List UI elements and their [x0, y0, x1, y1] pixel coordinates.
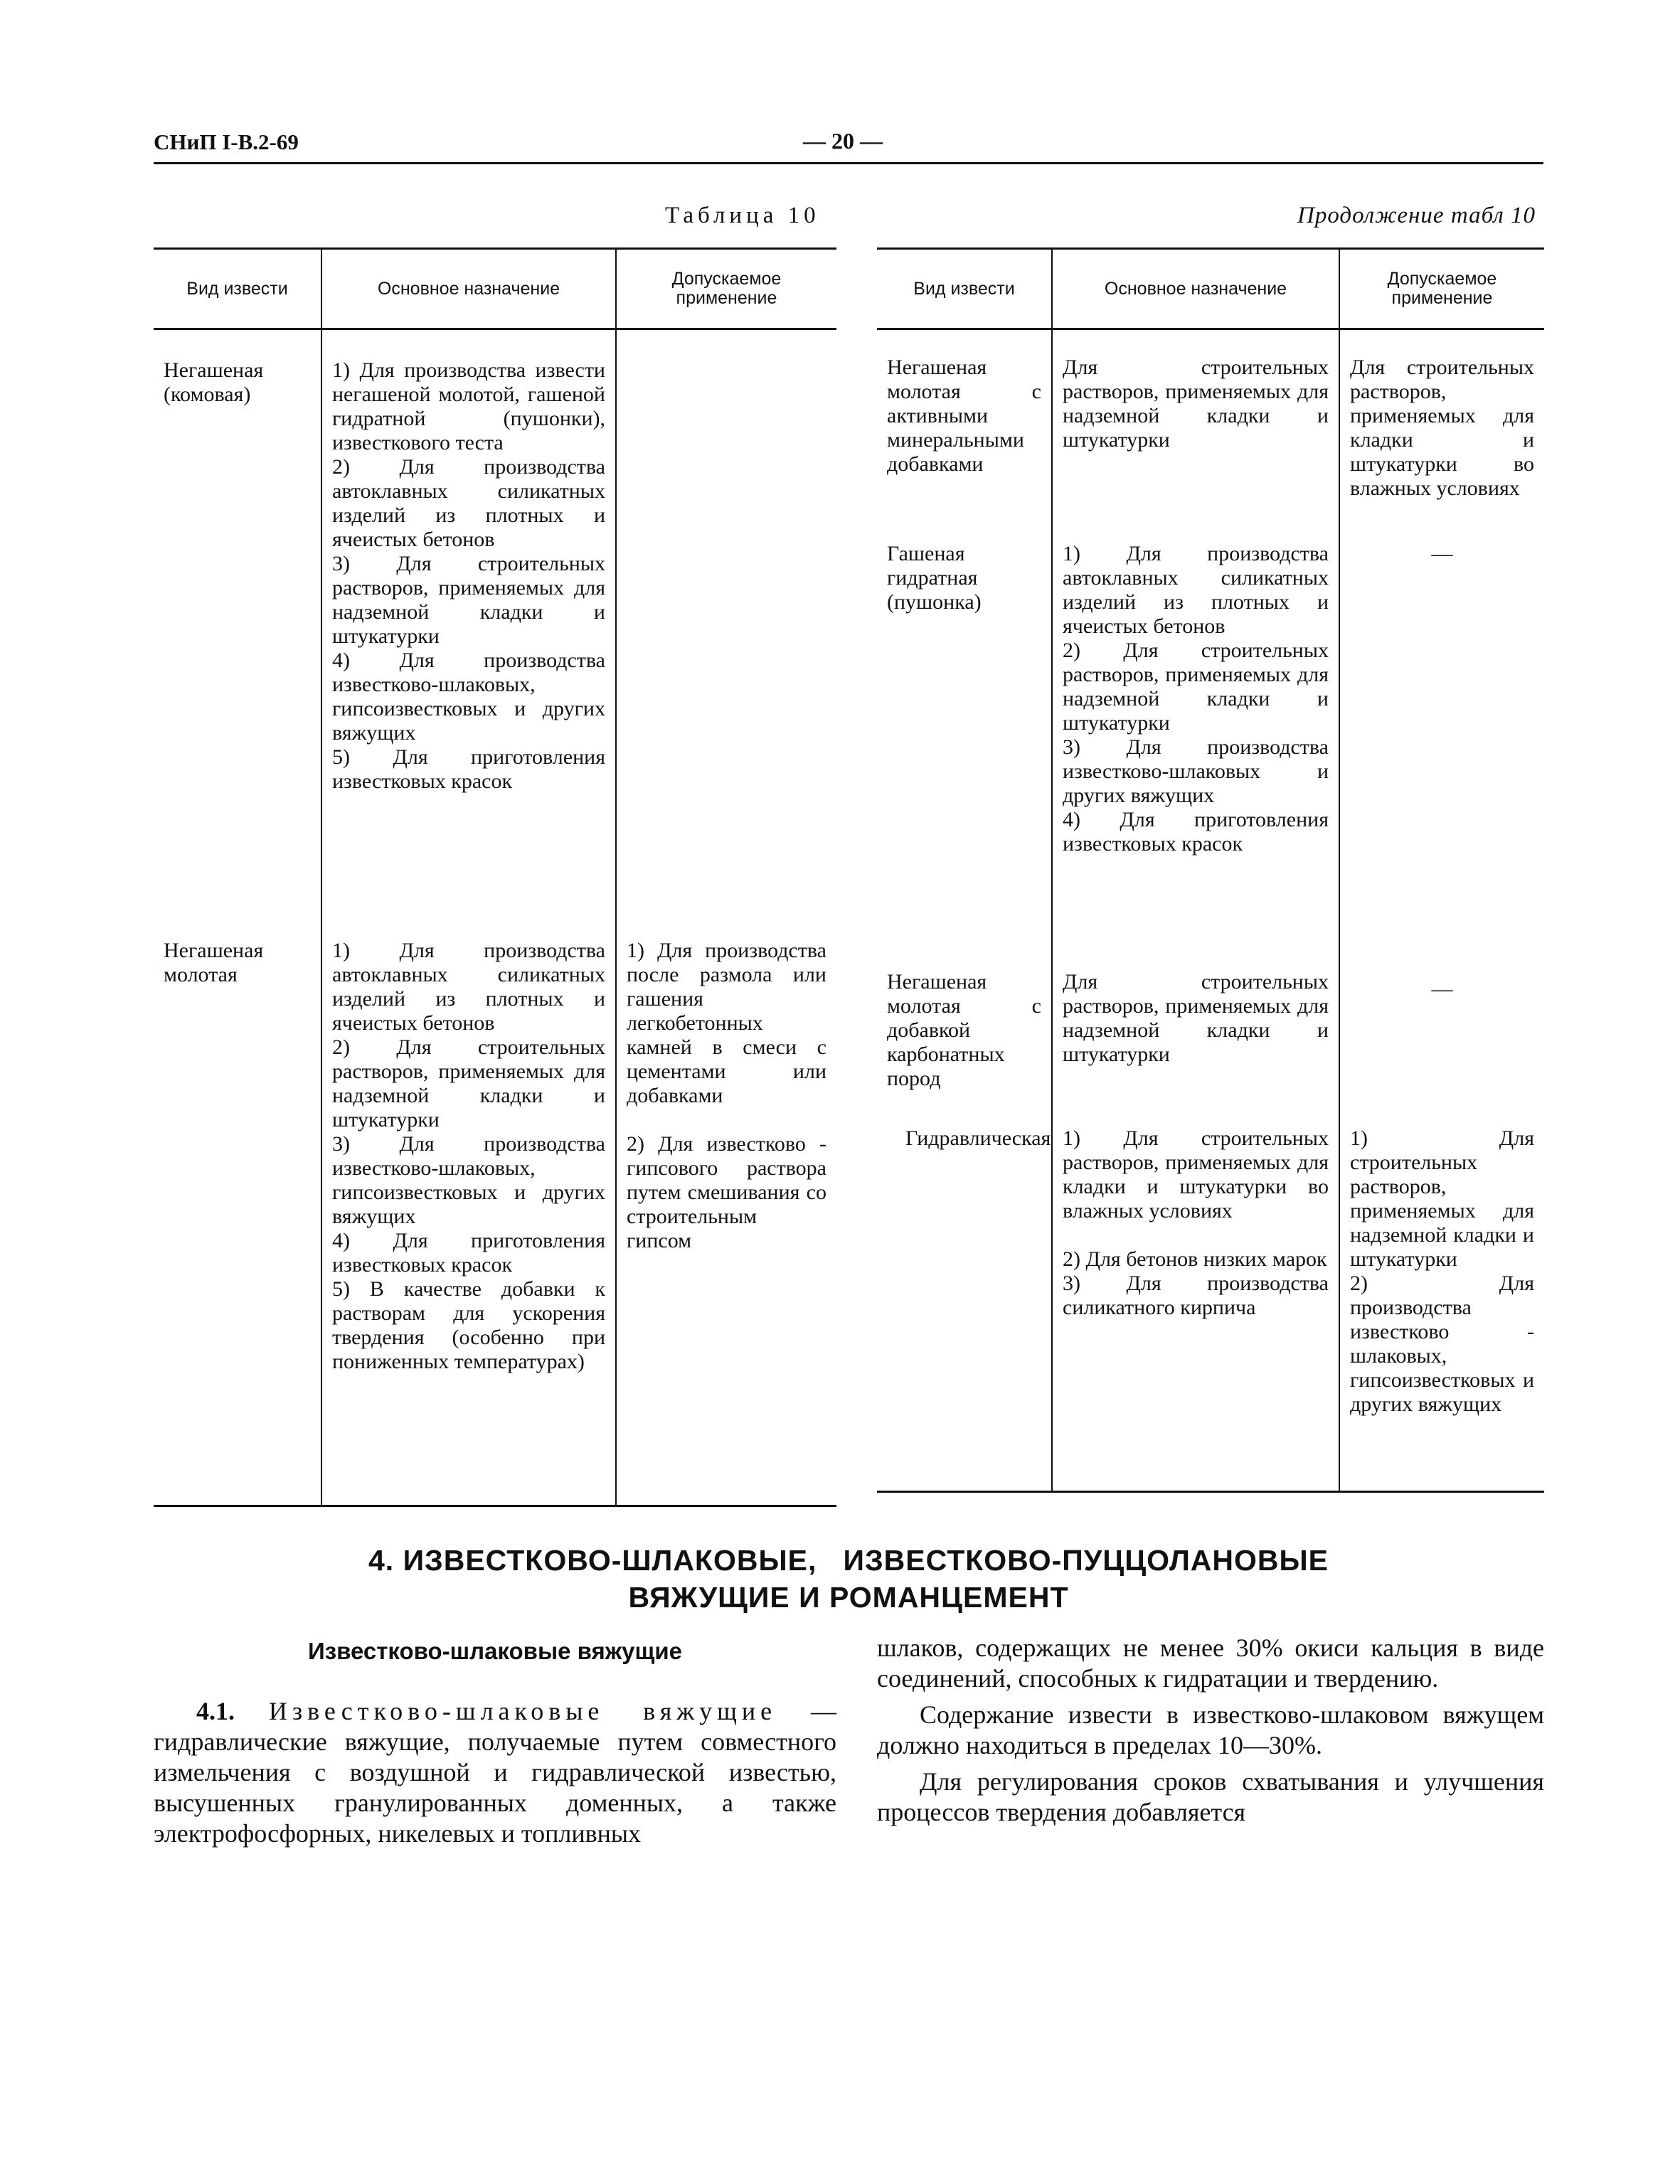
table-row: [877, 966, 1544, 1126]
paragraph-text: — гидравлические вяжущие, получаемые путем совместного измельчения с воздушной и гидравлической известью, высушенных гранулированных доменных, а также электрофосфорных, никелевых и топливных: [154, 1697, 837, 1848]
table-10-caption: Таблица 10: [665, 203, 820, 228]
table-row: [154, 934, 836, 1506]
cell-purpose: 1) Для производства извести негашеной молотой, гашеной гидратной (пушонки), известкового теста 2) Для производства автоклавных силикатных изделий из плотных и ячеистых бетонов 3) Для строительных растворов, применяемых для надземной кладки и штукатурки 4) Для производства известково-шлаковых, гипсоизвестковых и других вяжущих 5) Для приготовления известковых красок: [321, 329, 616, 935]
left-text-column: [154, 1696, 836, 1853]
header-purpose: Основное назначение: [321, 249, 616, 329]
cell-allowed: 1) Для производства после размола или гашения легкобетонных камней в смеси с цементами или добавками 2) Для известково - гипсового раствора путем смешивания со строительным гипсом: [616, 934, 836, 1506]
header-kind: Вид извести: [877, 249, 1052, 329]
paragraph: Содержание извести в известково-шлаковом вяжущем должно находиться в пределах 10—30%.: [877, 1700, 1544, 1759]
table-row: [877, 329, 1544, 543]
section-title-line-1: 4. ИЗВЕСТКОВО-ШЛАКОВЫЕ, ИЗВЕСТКОВО-ПУЦЦОЛАНОВЫЕ: [368, 1544, 1329, 1577]
cell-allowed: [1339, 966, 1544, 1126]
table-10-continuation-caption: Продолжение табл 10: [1297, 203, 1536, 228]
section-title: [154, 1542, 1543, 1616]
cell-purpose: 1) Для строительных растворов, применяемых для кладки и штукатурки во влажных условиях 2) Для бетонов низких марок 3) Для производства силикатного кирпича: [1052, 1126, 1339, 1492]
paragraph-number: 4.1.: [196, 1697, 235, 1725]
paragraph: Для регулирования сроков схватывания и улучшения процессов твердения добавляется: [877, 1767, 1544, 1826]
paragraph-continuation: шлаков, содержащих не менее 30% окиси кальция в виде соединений, способных к гидратации и твердению.: [877, 1634, 1544, 1693]
dash-mark: —: [1431, 977, 1453, 1001]
table-10-continuation: [877, 247, 1544, 1493]
defined-term: Известково-шлаковые вяжущие: [268, 1697, 777, 1725]
header-kind: Вид извести: [154, 249, 321, 329]
paragraph-4-1: [154, 1696, 836, 1849]
cell-allowed: [616, 329, 836, 935]
cell-allowed: 1) Для строительных растворов, применяемых для надземной кладки и штукатурки 2) Для производства известково - шлаковых, гипсоизвестковых и других вяжущих: [1339, 1126, 1544, 1492]
cell-kind: Негашеная молотая с активными минеральными добавками: [887, 356, 1041, 476]
document-code: СНиП I-В.2-69: [154, 129, 299, 154]
cell-kind: Гашеная гидратная (пушонка): [887, 542, 982, 614]
table-row: [154, 329, 836, 935]
dash-mark: —: [1431, 542, 1453, 565]
table-row: [877, 542, 1544, 966]
header-allowed: Допускаемое применение: [616, 249, 836, 329]
table-header-row: [154, 249, 836, 329]
right-text-column: [877, 1633, 1544, 1833]
cell-kind: Негашеная молотая с добавкой карбонатных пород: [887, 970, 1041, 1090]
header-rule: [154, 162, 1543, 164]
cell-allowed: [1339, 542, 1544, 966]
cell-kind: Негашеная молотая: [154, 934, 321, 1506]
cell-purpose: 1) Для производства автоклавных силикатных изделий из плотных и ячеистых бетонов 2) Для строительных растворов, применяемых для надземной кладки и штукатурки 3) Для производства известково-шлаковых и других вяжущих 4) Для приготовления известковых красок: [1052, 542, 1339, 966]
table-row: [877, 1126, 1544, 1492]
cell-purpose: Для строительных растворов, применяемых для надземной кладки и штукатурки: [1052, 329, 1339, 543]
section-title-line-2: ВЯЖУЩИЕ И РОМАНЦЕМЕНТ: [628, 1581, 1069, 1614]
table-header-row: [877, 249, 1544, 329]
page-number: — 20 —: [803, 128, 883, 154]
table-10: [154, 247, 836, 1507]
cell-purpose: 1) Для производства автоклавных силикатных изделий из плотных и ячеистых бетонов 2) Для строительных растворов, применяемых для надземной кладки и штукатурки 3) Для производства известково-шлаковых, гипсоизвестковых и других вяжущих 4) Для приготовления известковых красок 5) В качестве добавки к растворам для ускорения твердения (особенно при пониженных температурах): [321, 934, 616, 1506]
cell-kind: Негашеная (комовая): [164, 358, 264, 406]
cell-kind: Гидравлическая: [877, 1126, 1052, 1492]
cell-purpose: Для строительных растворов, применяемых для надземной кладки и штукатурки: [1052, 966, 1339, 1126]
header-purpose: Основное назначение: [1052, 249, 1339, 329]
subsection-heading: Известково-шлаковые вяжущие: [307, 1638, 683, 1664]
cell-allowed: Для строительных растворов, применяемых для кладки и штукатурки во влажных условиях: [1339, 329, 1544, 543]
header-allowed: Допускаемое применение: [1339, 249, 1544, 329]
